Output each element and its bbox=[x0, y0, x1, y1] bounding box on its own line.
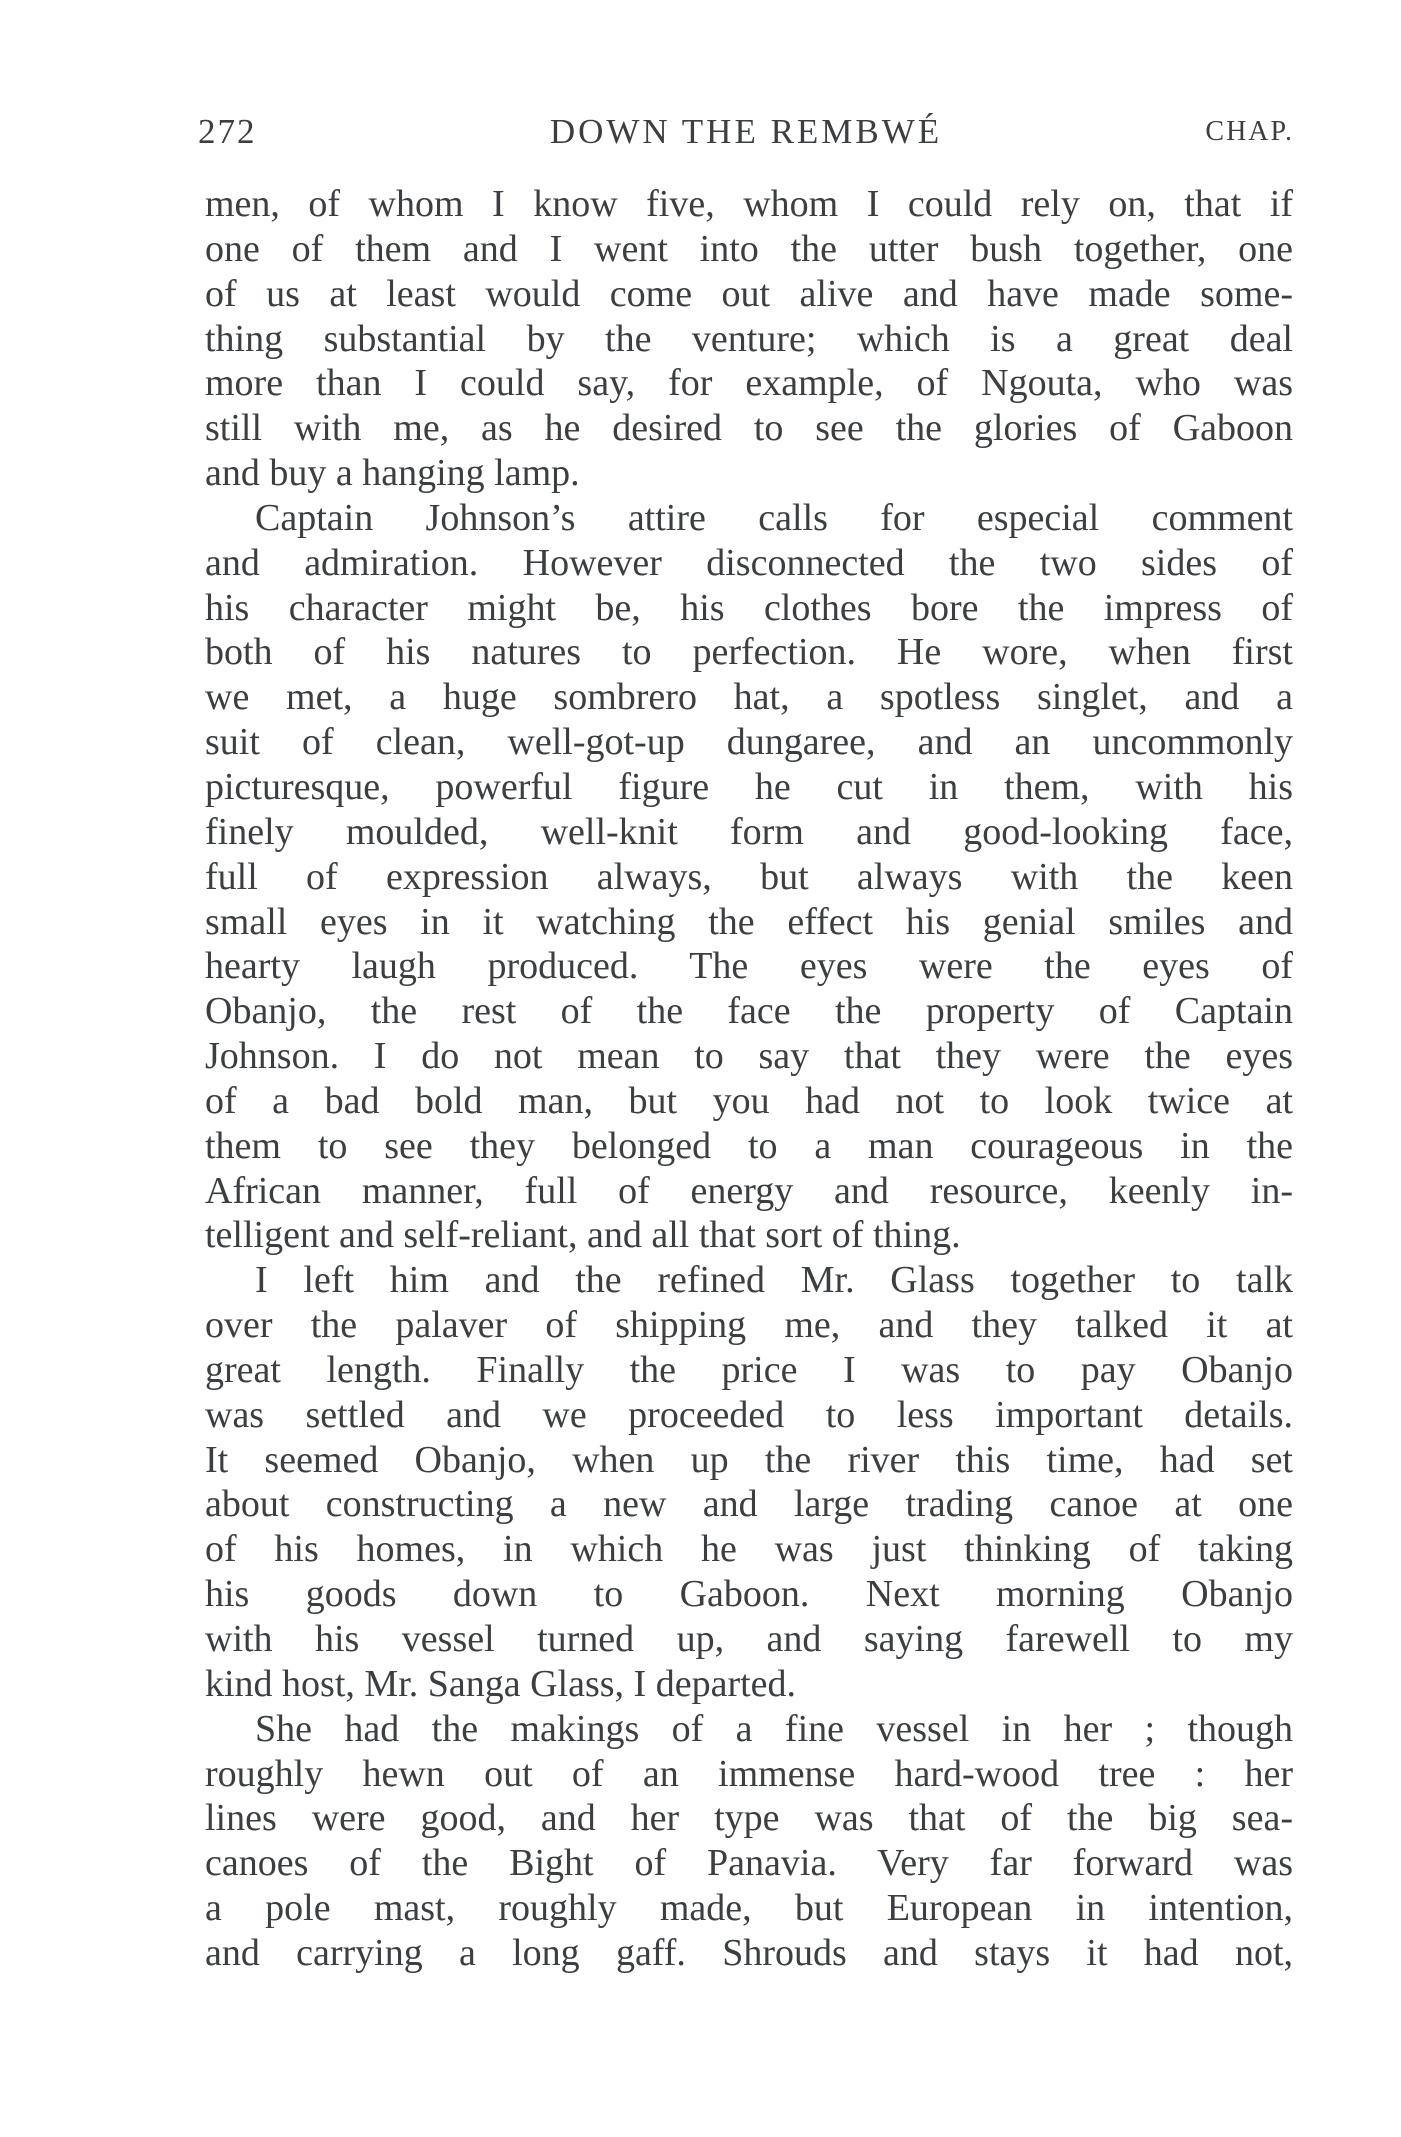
text-line: hearty laugh produced. The eyes were the eyes of bbox=[205, 945, 1293, 988]
text-line: about constructing a new and large trading canoe at one bbox=[205, 1483, 1293, 1526]
text-line: lines were good, and her type was that of the big sea- bbox=[205, 1797, 1293, 1840]
text-line: roughly hewn out of an immense hard-wood tree : her bbox=[205, 1752, 1293, 1795]
text-line: was settled and we proceeded to less important details. bbox=[205, 1393, 1293, 1436]
text-line: still with me, as he desired to see the glories of Gaboon bbox=[205, 407, 1293, 450]
text-line: them to see they belonged to a man courageous in the bbox=[205, 1124, 1293, 1167]
text-line: of us at least would come out alive and have made some- bbox=[205, 272, 1293, 315]
text-line: kind host, Mr. Sanga Glass, I departed. bbox=[205, 1662, 797, 1705]
text-line: Obanjo, the rest of the face the property of Captain bbox=[205, 990, 1293, 1033]
running-title: DOWN THE REMBWÉ bbox=[549, 112, 943, 151]
text-line: men, of whom I know five, whom I could rely on, that if bbox=[205, 183, 1293, 225]
text-line: full of expression always, but always with the keen bbox=[205, 855, 1293, 898]
running-header bbox=[198, 112, 1294, 162]
text-line: both of his natures to perfection. He wore, when first bbox=[205, 631, 1293, 674]
text-line: Johnson. I do not mean to say that they were the eyes bbox=[205, 1035, 1293, 1078]
text-line: thing substantial by the venture; which is a great deal bbox=[205, 317, 1293, 360]
text-line: canoes of the Bight of Panavia. Very far forward was bbox=[205, 1842, 1293, 1885]
chapter-label: CHAP. bbox=[1205, 116, 1294, 147]
text-line: a pole mast, roughly made, but European in intention, bbox=[205, 1887, 1293, 1930]
text-line: picturesque, powerful figure he cut in them, with his bbox=[205, 765, 1293, 808]
text-line: great length. Finally the price I was to pay Obanjo bbox=[205, 1348, 1293, 1391]
text-line: finely moulded, well-knit form and good-looking face, bbox=[205, 810, 1293, 853]
text-line: his goods down to Gaboon. Next morning Obanjo bbox=[205, 1573, 1293, 1616]
text-line: we met, a huge sombrero hat, a spotless singlet, and a bbox=[205, 676, 1293, 719]
text-line: and buy a hanging lamp. bbox=[205, 452, 580, 495]
body-text bbox=[205, 182, 1293, 1976]
text-line: and admiration. However disconnected the two sides of bbox=[205, 541, 1293, 584]
text-line: one of them and I went into the utter bush together, one bbox=[205, 227, 1293, 270]
text-line: of a bad bold man, but you had not to look twice at bbox=[205, 1079, 1293, 1122]
text-line: telligent and self-reliant, and all that sort of thing. bbox=[205, 1214, 961, 1257]
paragraph-first-line: I left him and the refined Mr. Glass together to talk bbox=[255, 1259, 1293, 1302]
text-line: It seemed Obanjo, when up the river this time, had set bbox=[205, 1438, 1293, 1481]
paragraph-first-line: Captain Johnson’s attire calls for especial comment bbox=[255, 496, 1293, 539]
text-line: over the palaver of shipping me, and they talked it at bbox=[205, 1304, 1293, 1347]
text-line: more than I could say, for example, of Ngouta, who was bbox=[205, 362, 1293, 405]
text-line: small eyes in it watching the effect his genial smiles and bbox=[205, 900, 1293, 943]
text-line: African manner, full of energy and resource, keenly in- bbox=[205, 1169, 1293, 1212]
text-line: of his homes, in which he was just thinking of taking bbox=[205, 1528, 1293, 1571]
paragraph-first-line: She had the makings of a fine vessel in her ; though bbox=[255, 1707, 1293, 1750]
page-number: 272 bbox=[198, 112, 257, 151]
text-line: his character might be, his clothes bore the impress of bbox=[205, 586, 1293, 629]
text-line: with his vessel turned up, and saying farewell to my bbox=[205, 1618, 1293, 1660]
text-line: suit of clean, well-got-up dungaree, and an uncommonly bbox=[205, 721, 1293, 764]
text-line: and carrying a long gaff. Shrouds and stays it had not, bbox=[205, 1931, 1293, 1974]
